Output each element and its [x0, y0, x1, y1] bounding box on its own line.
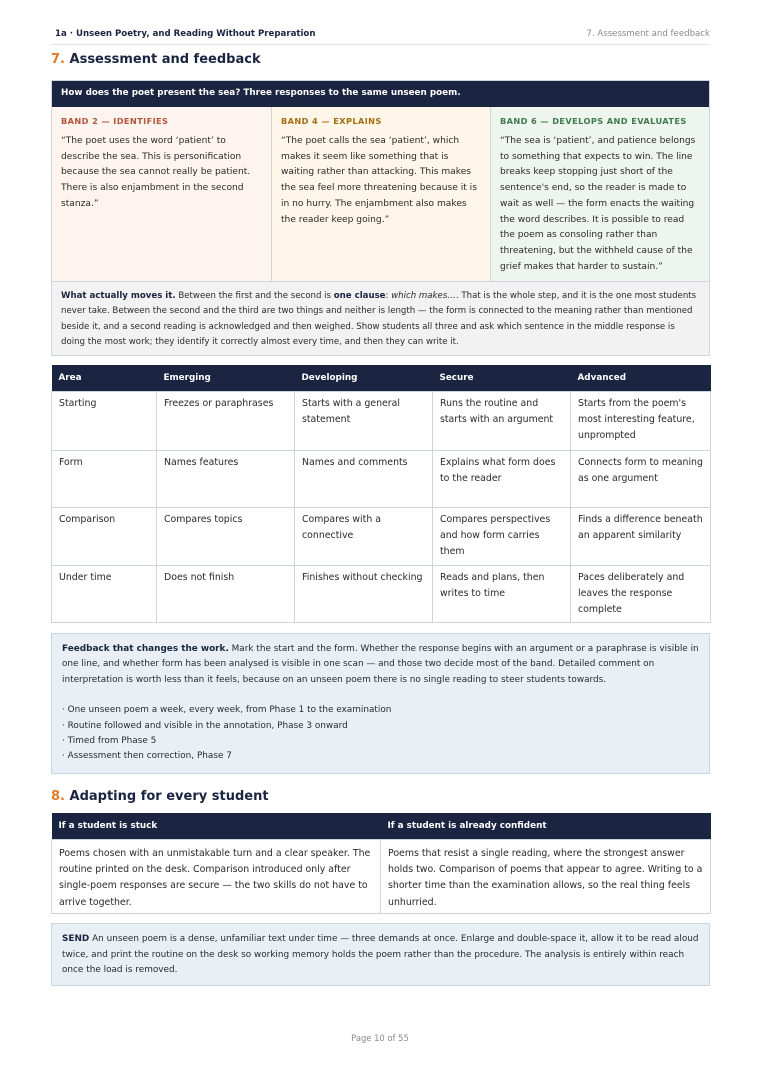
- table-cell: Explains what form does to the reader: [433, 450, 571, 507]
- section-8-heading: [51, 789, 269, 804]
- section-7-number: 7.: [51, 52, 65, 67]
- table-cell: Names features: [157, 450, 295, 507]
- note-part-3: . That is the whole step, and it is the one most students never take. Between the second and the third are two things and neither is length — the form is connected to the meaning rather than mentioned beside it, and a second reading is acknowledged and then weighed. Show students all three and ask which sentence in the middle response is doing the most work; they identify it correctly almost every time, and then they can write it.: [61, 291, 697, 348]
- send-lead: SEND: [62, 934, 90, 944]
- table-row: [52, 450, 711, 507]
- section-7-heading: [51, 52, 261, 67]
- note-italic: which makes…: [391, 291, 456, 301]
- table-cell: Connects form to meaning as one argument: [571, 450, 711, 507]
- table-cell: Does not finish: [157, 565, 295, 622]
- rubric-header-cell: Developing: [295, 365, 433, 391]
- list-item: · Routine followed and visible in the annotation, Phase 3 onward: [62, 720, 348, 731]
- list-item: · Assessment then correction, Phase 7: [62, 751, 232, 762]
- band-columns: [52, 107, 709, 282]
- band-4-title: BAND 4 — EXPLAINS: [280, 116, 382, 126]
- table-cell: Starts with a general statement: [295, 391, 433, 450]
- section-8-number: 8.: [51, 789, 65, 804]
- band-4-response: “The poet calls the sea ‘patient’, which makes it seem like something that is waiting rather than attacking. This makes the sea feel more threatening because it is in no hurry. The enjambment also makes the reader keep going.”: [280, 136, 477, 225]
- assessment-rubric-table: [51, 365, 711, 623]
- table-cell: Compares with a connective: [295, 507, 433, 565]
- send-note-box: [51, 923, 710, 986]
- feedback-text: Mark the start and the form. Whether the response begins with an argument or a paraphrase is visible in one line, and whether form has been analysed is visible in one scan — and those two decide most of the band. Detailed comment on interpretation is worth less than it feels, because on an unseen poem there is no single reading to steer students towards.: [62, 644, 699, 685]
- section-8-title: Adapting for every student: [69, 789, 269, 804]
- table-cell: Form: [52, 450, 157, 507]
- table-cell: Finishes without checking: [295, 565, 433, 622]
- table-cell: Starts from the poem's most interesting feature, unprompted: [571, 391, 711, 450]
- exemplar-responses-box: [51, 80, 710, 356]
- table-cell: Compares perspectives and how form carries them: [433, 507, 571, 565]
- table-row: [52, 565, 711, 622]
- table-cell: Under time: [52, 565, 157, 622]
- header-section-title: 7. Assessment and feedback: [586, 29, 710, 39]
- band-6-column: [490, 107, 709, 281]
- send-text: An unseen poem is a dense, unfamiliar text under time — three demands at once. Enlarge and double-space it, allow it to be read aloud twice, and print the routine on the desk so working memory holds the poem rather than the procedure. The analysis is entirely within reach once the load is removed.: [62, 934, 699, 976]
- rubric-header-cell: Emerging: [157, 365, 295, 391]
- band-6-title: BAND 6 — DEVELOPS AND EVALUATES: [499, 116, 687, 126]
- rubric-header-row: [52, 365, 711, 391]
- page-number: Page 10 of 55: [351, 1033, 409, 1043]
- header-document-title: 1a · Unseen Poetry, and Reading Without Preparation: [55, 29, 316, 39]
- section-7-title: Assessment and feedback: [69, 52, 261, 67]
- table-cell: Finds a difference beneath an apparent similarity: [571, 507, 711, 565]
- table-row: [52, 391, 711, 450]
- what-moves-it-note: [52, 282, 709, 355]
- feedback-paragraph: [62, 642, 699, 688]
- note-bold: one clause: [333, 291, 386, 301]
- table-cell: Names and comments: [295, 450, 433, 507]
- table-row: [52, 839, 711, 913]
- feedback-box: [51, 633, 710, 774]
- list-item: · Timed from Phase 5: [62, 736, 157, 747]
- rubric-header-cell: Secure: [433, 365, 571, 391]
- feedback-lead: Feedback that changes the work.: [62, 644, 229, 654]
- table-cell: Paces deliberately and leaves the response complete: [571, 565, 711, 622]
- adapting-header-stuck: If a student is stuck: [52, 813, 381, 839]
- table-cell: Reads and plans, then writes to time: [433, 565, 571, 622]
- adapting-stuck-cell: Poems chosen with an unmistakable turn and a clear speaker. The routine printed on the desk. Comparison introduced only after single-poem responses are secure — the two skills do not have to arrive together.: [52, 839, 381, 913]
- band-2-column: [52, 107, 271, 281]
- rubric-header-cell: Area: [52, 365, 157, 391]
- note-part-1: Between the first and the second is: [175, 291, 334, 301]
- note-lead: What actually moves it.: [61, 291, 176, 301]
- band-4-column: [271, 107, 490, 281]
- note-part-2: :: [385, 291, 392, 301]
- adapting-confident-cell: Poems that resist a single reading, where the strongest answer holds two. Comparison of poems that appear to agree. Writing to a shorter time than the examination allows, so the real thing feels unhurried.: [381, 839, 711, 913]
- feedback-list: [62, 703, 699, 765]
- band-6-response: “The sea is ‘patient’, and patience belongs to something that expects to win. The line breaks keep stopping just short of the sentence's end, so the reader is made to wait as well — the form enacts the waiting the word describes. It is possible to read the poem as consoling rather than threatening, but the withheld cause of the grief makes that harder to sustain.”: [499, 136, 696, 272]
- band-2-title: BAND 2 — IDENTIFIES: [61, 116, 169, 126]
- table-cell: Runs the routine and starts with an argument: [433, 391, 571, 450]
- list-item: · One unseen poem a week, every week, from Phase 1 to the examination: [62, 705, 392, 716]
- adapting-header-row: [52, 813, 711, 839]
- table-cell: Starting: [52, 391, 157, 450]
- table-cell: Freezes or paraphrases: [157, 391, 295, 450]
- table-row: [52, 507, 711, 565]
- band-2-response: “The poet uses the word ‘patient’ to describe the sea. This is personification because the sea cannot really be patient. There is also enjambment in the second stanza.”: [61, 136, 251, 209]
- adapting-table: [51, 813, 711, 914]
- adapting-header-confident: If a student is already confident: [381, 813, 711, 839]
- table-cell: Compares topics: [157, 507, 295, 565]
- rubric-header-cell: Advanced: [571, 365, 711, 391]
- running-header: [51, 27, 710, 45]
- table-cell: Comparison: [52, 507, 157, 565]
- exemplar-heading: How does the poet present the sea? Three responses to the same unseen poem.: [52, 81, 709, 107]
